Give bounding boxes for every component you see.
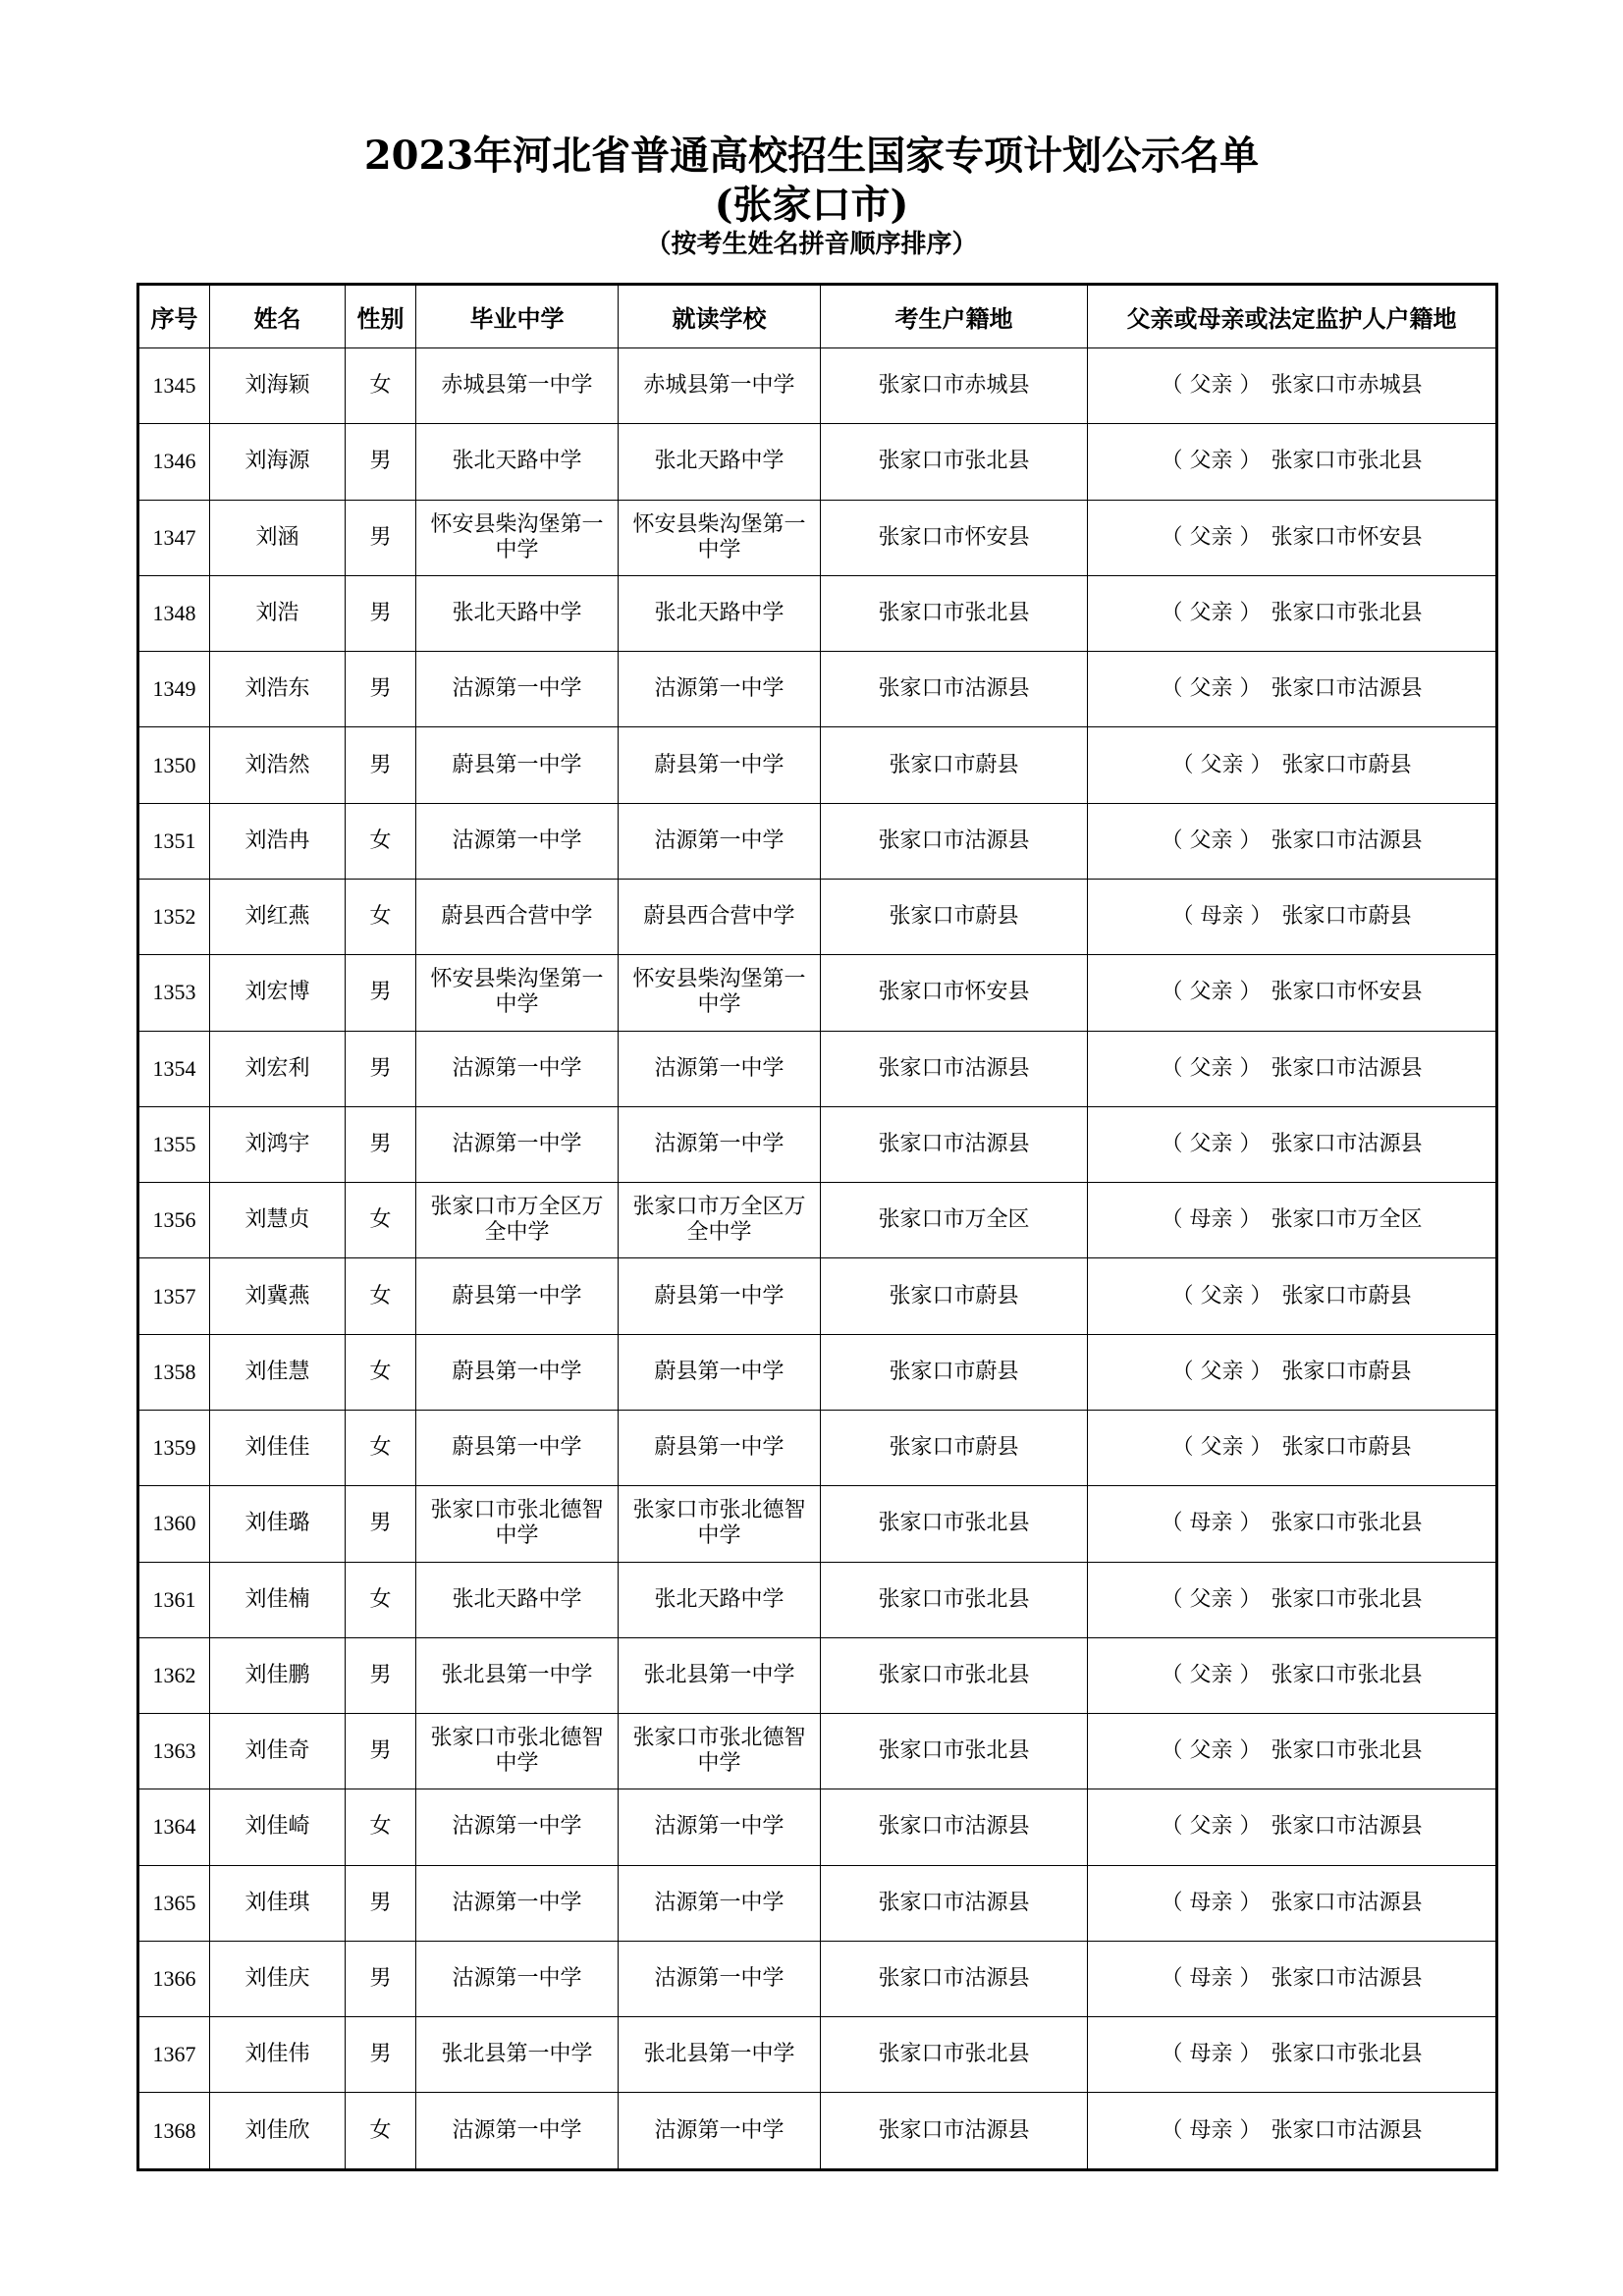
header-grad-school: 毕业中学 xyxy=(416,285,619,348)
cell-current-school: 张家口市万全区万全中学 xyxy=(619,1183,821,1258)
cell-grad-school: 蔚县第一中学 xyxy=(416,1410,619,1485)
cell-grad-school: 赤城县第一中学 xyxy=(416,348,619,424)
cell-gender: 男 xyxy=(346,1637,416,1713)
cell-name: 刘佳奇 xyxy=(210,1714,346,1789)
guardian-hukou: 张家口市万全区 xyxy=(1271,1207,1423,1233)
guardian-relation: （ 母亲 ） xyxy=(1171,904,1272,930)
cell-no: 1351 xyxy=(138,803,210,879)
guardian-relation: （ 母亲 ） xyxy=(1161,1511,1262,1536)
cell-current-school: 沽源第一中学 xyxy=(619,1941,821,2016)
cell-guardian xyxy=(1088,1258,1497,1334)
cell-current-school: 张北天路中学 xyxy=(619,575,821,651)
cell-no: 1364 xyxy=(138,1789,210,1865)
table-row xyxy=(138,424,1497,500)
guardian-hukou: 张家口市张北县 xyxy=(1271,449,1423,474)
cell-hukou: 张家口市蔚县 xyxy=(821,1410,1088,1485)
cell-current-school: 张北天路中学 xyxy=(619,424,821,500)
cell-guardian xyxy=(1088,1941,1497,2016)
cell-current-school: 沽源第一中学 xyxy=(619,803,821,879)
table-row xyxy=(138,1714,1497,1789)
cell-no: 1360 xyxy=(138,1486,210,1562)
cell-gender: 男 xyxy=(346,955,416,1031)
guardian-relation: （ 父亲 ） xyxy=(1161,600,1262,625)
guardian-relation: （ 父亲 ） xyxy=(1161,1738,1262,1764)
cell-hukou: 张家口市蔚县 xyxy=(821,1258,1088,1334)
cell-name: 刘佳楠 xyxy=(210,1562,346,1637)
table-row xyxy=(138,500,1497,575)
cell-no: 1366 xyxy=(138,1941,210,2016)
cell-gender: 男 xyxy=(346,1714,416,1789)
cell-no: 1350 xyxy=(138,727,210,803)
table-row xyxy=(138,348,1497,424)
cell-current-school: 赤城县第一中学 xyxy=(619,348,821,424)
cell-gender: 男 xyxy=(346,727,416,803)
cell-grad-school: 张北县第一中学 xyxy=(416,2017,619,2093)
cell-name: 刘海颖 xyxy=(210,348,346,424)
cell-grad-school: 张北天路中学 xyxy=(416,575,619,651)
cell-guardian xyxy=(1088,652,1497,727)
cell-name: 刘佳鹏 xyxy=(210,1637,346,1713)
cell-guardian xyxy=(1088,1562,1497,1637)
cell-gender: 男 xyxy=(346,652,416,727)
sort-note: （按考生姓名拼音顺序排序） xyxy=(645,230,978,259)
cell-current-school: 张家口市张北德智中学 xyxy=(619,1714,821,1789)
cell-grad-school: 蔚县第一中学 xyxy=(416,727,619,803)
cell-grad-school: 沽源第一中学 xyxy=(416,1789,619,1865)
cell-current-school: 沽源第一中学 xyxy=(619,652,821,727)
guardian-relation: （ 父亲 ） xyxy=(1161,676,1262,702)
cell-gender: 男 xyxy=(346,575,416,651)
cell-gender: 女 xyxy=(346,1789,416,1865)
cell-no: 1354 xyxy=(138,1031,210,1106)
cell-gender: 男 xyxy=(346,1031,416,1106)
document-city: (张家口市) xyxy=(714,182,909,228)
cell-no: 1353 xyxy=(138,955,210,1031)
cell-name: 刘浩然 xyxy=(210,727,346,803)
cell-name: 刘佳璐 xyxy=(210,1486,346,1562)
table-row xyxy=(138,1486,1497,1562)
guardian-hukou: 张家口市沽源县 xyxy=(1271,1966,1423,1992)
guardian-hukou: 张家口市沽源县 xyxy=(1271,1890,1423,1915)
guardian-hukou: 张家口市沽源县 xyxy=(1271,1055,1423,1081)
cell-hukou: 张家口市赤城县 xyxy=(821,348,1088,424)
cell-grad-school: 张北县第一中学 xyxy=(416,1637,619,1713)
guardian-relation: （ 父亲 ） xyxy=(1161,828,1262,853)
cell-hukou: 张家口市沽源县 xyxy=(821,1941,1088,2016)
cell-grad-school: 沽源第一中学 xyxy=(416,1106,619,1182)
cell-hukou: 张家口市沽源县 xyxy=(821,652,1088,727)
cell-guardian xyxy=(1088,1486,1497,1562)
guardian-relation: （ 母亲 ） xyxy=(1161,1207,1262,1233)
table-row xyxy=(138,1410,1497,1485)
cell-current-school: 沽源第一中学 xyxy=(619,2093,821,2170)
cell-no: 1347 xyxy=(138,500,210,575)
cell-current-school: 蔚县第一中学 xyxy=(619,1334,821,1410)
cell-gender: 女 xyxy=(346,1562,416,1637)
cell-name: 刘佳伟 xyxy=(210,2017,346,2093)
cell-hukou: 张家口市张北县 xyxy=(821,575,1088,651)
cell-current-school: 沽源第一中学 xyxy=(619,1865,821,1941)
cell-name: 刘红燕 xyxy=(210,879,346,954)
cell-hukou: 张家口市万全区 xyxy=(821,1183,1088,1258)
cell-gender: 男 xyxy=(346,1486,416,1562)
header-guardian-hukou: 父亲或母亲或法定监护人户籍地 xyxy=(1088,285,1497,348)
table-row xyxy=(138,2017,1497,2093)
cell-hukou: 张家口市张北县 xyxy=(821,1714,1088,1789)
cell-gender: 男 xyxy=(346,500,416,575)
cell-hukou: 张家口市怀安县 xyxy=(821,500,1088,575)
cell-name: 刘佳琪 xyxy=(210,1865,346,1941)
cell-gender: 女 xyxy=(346,1410,416,1485)
guardian-hukou: 张家口市沽源县 xyxy=(1271,828,1423,853)
table-row xyxy=(138,879,1497,954)
guardian-relation: （ 父亲 ） xyxy=(1161,449,1262,474)
header-no: 序号 xyxy=(138,285,210,348)
cell-current-school: 怀安县柴沟堡第一中学 xyxy=(619,500,821,575)
cell-grad-school: 蔚县第一中学 xyxy=(416,1334,619,1410)
cell-guardian xyxy=(1088,575,1497,651)
cell-guardian xyxy=(1088,727,1497,803)
cell-gender: 女 xyxy=(346,879,416,954)
cell-grad-school: 蔚县西合营中学 xyxy=(416,879,619,954)
table-row xyxy=(138,803,1497,879)
cell-grad-school: 沽源第一中学 xyxy=(416,652,619,727)
cell-gender: 女 xyxy=(346,1258,416,1334)
header-current-school: 就读学校 xyxy=(619,285,821,348)
cell-hukou: 张家口市张北县 xyxy=(821,1486,1088,1562)
guardian-hukou: 张家口市沽源县 xyxy=(1271,1814,1423,1840)
cell-hukou: 张家口市沽源县 xyxy=(821,2093,1088,2170)
cell-gender: 男 xyxy=(346,1941,416,2016)
cell-guardian xyxy=(1088,1106,1497,1182)
cell-no: 1365 xyxy=(138,1865,210,1941)
cell-no: 1356 xyxy=(138,1183,210,1258)
table-row xyxy=(138,1637,1497,1713)
cell-guardian xyxy=(1088,1031,1497,1106)
cell-grad-school: 张家口市张北德智中学 xyxy=(416,1714,619,1789)
table-row xyxy=(138,955,1497,1031)
guardian-relation: （ 父亲 ） xyxy=(1161,980,1262,1005)
cell-grad-school: 沽源第一中学 xyxy=(416,1865,619,1941)
cell-name: 刘涵 xyxy=(210,500,346,575)
cell-hukou: 张家口市沽源县 xyxy=(821,1031,1088,1106)
cell-guardian xyxy=(1088,2093,1497,2170)
cell-name: 刘海源 xyxy=(210,424,346,500)
cell-guardian xyxy=(1088,1637,1497,1713)
table-header-row xyxy=(138,285,1497,348)
guardian-relation: （ 父亲 ） xyxy=(1161,1055,1262,1081)
cell-current-school: 蔚县第一中学 xyxy=(619,1410,821,1485)
cell-grad-school: 蔚县第一中学 xyxy=(416,1258,619,1334)
table-row xyxy=(138,1031,1497,1106)
guardian-relation: （ 父亲 ） xyxy=(1171,1435,1272,1461)
cell-no: 1358 xyxy=(138,1334,210,1410)
guardian-relation: （ 父亲 ） xyxy=(1171,752,1272,777)
cell-hukou: 张家口市怀安县 xyxy=(821,955,1088,1031)
table-row xyxy=(138,1106,1497,1182)
cell-current-school: 张北县第一中学 xyxy=(619,1637,821,1713)
cell-no: 1346 xyxy=(138,424,210,500)
cell-guardian xyxy=(1088,803,1497,879)
table-row xyxy=(138,1183,1497,1258)
table-row xyxy=(138,1865,1497,1941)
cell-guardian xyxy=(1088,1410,1497,1485)
cell-name: 刘冀燕 xyxy=(210,1258,346,1334)
cell-name: 刘宏利 xyxy=(210,1031,346,1106)
cell-grad-school: 沽源第一中学 xyxy=(416,2093,619,2170)
cell-hukou: 张家口市张北县 xyxy=(821,424,1088,500)
cell-no: 1361 xyxy=(138,1562,210,1637)
cell-no: 1368 xyxy=(138,2093,210,2170)
cell-guardian xyxy=(1088,424,1497,500)
guardian-relation: （ 父亲 ） xyxy=(1161,1814,1262,1840)
table-row xyxy=(138,1258,1497,1334)
guardian-hukou: 张家口市蔚县 xyxy=(1281,904,1412,930)
cell-grad-school: 怀安县柴沟堡第一中学 xyxy=(416,955,619,1031)
guardian-relation: （ 母亲 ） xyxy=(1161,1890,1262,1915)
cell-gender: 女 xyxy=(346,2093,416,2170)
document-title: 2023年河北省普通高校招生国家专项计划公示名单 xyxy=(363,133,1260,179)
guardian-hukou: 张家口市沽源县 xyxy=(1271,676,1423,702)
guardian-relation: （ 父亲 ） xyxy=(1161,1131,1262,1156)
guardian-relation: （ 母亲 ） xyxy=(1161,2042,1262,2067)
guardian-hukou: 张家口市怀安县 xyxy=(1271,524,1423,550)
cell-name: 刘佳庆 xyxy=(210,1941,346,2016)
cell-hukou: 张家口市张北县 xyxy=(821,2017,1088,2093)
guardian-hukou: 张家口市蔚县 xyxy=(1281,752,1412,777)
cell-grad-school: 怀安县柴沟堡第一中学 xyxy=(416,500,619,575)
cell-no: 1355 xyxy=(138,1106,210,1182)
cell-name: 刘慧贞 xyxy=(210,1183,346,1258)
guardian-hukou: 张家口市沽源县 xyxy=(1271,2117,1423,2143)
cell-gender: 女 xyxy=(346,1183,416,1258)
cell-guardian xyxy=(1088,1789,1497,1865)
guardian-relation: （ 父亲 ） xyxy=(1171,1283,1272,1308)
cell-hukou: 张家口市蔚县 xyxy=(821,727,1088,803)
cell-name: 刘佳欣 xyxy=(210,2093,346,2170)
guardian-hukou: 张家口市蔚县 xyxy=(1281,1283,1412,1308)
cell-guardian xyxy=(1088,2017,1497,2093)
cell-grad-school: 沽源第一中学 xyxy=(416,803,619,879)
cell-name: 刘宏博 xyxy=(210,955,346,1031)
cell-name: 刘鸿宇 xyxy=(210,1106,346,1182)
guardian-hukou: 张家口市张北县 xyxy=(1271,1738,1423,1764)
table-row xyxy=(138,1789,1497,1865)
guardian-relation: （ 父亲 ） xyxy=(1161,524,1262,550)
cell-name: 刘佳佳 xyxy=(210,1410,346,1485)
table-row xyxy=(138,575,1497,651)
table-row xyxy=(138,1334,1497,1410)
guardian-relation: （ 父亲 ） xyxy=(1161,1662,1262,1687)
cell-grad-school: 张家口市万全区万全中学 xyxy=(416,1183,619,1258)
guardian-hukou: 张家口市张北县 xyxy=(1271,2042,1423,2067)
guardian-hukou: 张家口市蔚县 xyxy=(1281,1359,1412,1384)
cell-guardian xyxy=(1088,955,1497,1031)
cell-grad-school: 沽源第一中学 xyxy=(416,1941,619,2016)
cell-no: 1363 xyxy=(138,1714,210,1789)
guardian-relation: （ 母亲 ） xyxy=(1161,1966,1262,1992)
cell-name: 刘浩 xyxy=(210,575,346,651)
cell-no: 1352 xyxy=(138,879,210,954)
cell-name: 刘佳慧 xyxy=(210,1334,346,1410)
cell-no: 1349 xyxy=(138,652,210,727)
cell-guardian xyxy=(1088,500,1497,575)
guardian-hukou: 张家口市张北县 xyxy=(1271,1662,1423,1687)
table-row xyxy=(138,2093,1497,2170)
cell-hukou: 张家口市张北县 xyxy=(821,1562,1088,1637)
guardian-hukou: 张家口市蔚县 xyxy=(1281,1435,1412,1461)
guardian-relation: （ 父亲 ） xyxy=(1171,1359,1272,1384)
guardian-hukou: 张家口市张北县 xyxy=(1271,1511,1423,1536)
cell-hukou: 张家口市沽源县 xyxy=(821,1106,1088,1182)
table-row xyxy=(138,1941,1497,2016)
cell-gender: 男 xyxy=(346,2017,416,2093)
cell-no: 1362 xyxy=(138,1637,210,1713)
cell-gender: 女 xyxy=(346,803,416,879)
cell-name: 刘浩冉 xyxy=(210,803,346,879)
admission-list-table xyxy=(136,283,1498,2171)
cell-hukou: 张家口市沽源县 xyxy=(821,1789,1088,1865)
cell-gender: 女 xyxy=(346,1334,416,1410)
cell-current-school: 张家口市张北德智中学 xyxy=(619,1486,821,1562)
cell-guardian xyxy=(1088,879,1497,954)
guardian-hukou: 张家口市怀安县 xyxy=(1271,980,1423,1005)
header-hukou: 考生户籍地 xyxy=(821,285,1088,348)
cell-hukou: 张家口市张北县 xyxy=(821,1637,1088,1713)
cell-current-school: 沽源第一中学 xyxy=(619,1106,821,1182)
cell-grad-school: 张北天路中学 xyxy=(416,1562,619,1637)
cell-current-school: 蔚县第一中学 xyxy=(619,727,821,803)
cell-hukou: 张家口市沽源县 xyxy=(821,803,1088,879)
cell-gender: 男 xyxy=(346,424,416,500)
cell-gender: 女 xyxy=(346,348,416,424)
cell-name: 刘佳崎 xyxy=(210,1789,346,1865)
cell-no: 1357 xyxy=(138,1258,210,1334)
guardian-relation: （ 父亲 ） xyxy=(1161,1586,1262,1612)
cell-guardian xyxy=(1088,1714,1497,1789)
cell-grad-school: 张家口市张北德智中学 xyxy=(416,1486,619,1562)
cell-name: 刘浩东 xyxy=(210,652,346,727)
guardian-hukou: 张家口市张北县 xyxy=(1271,1586,1423,1612)
header-gender: 性别 xyxy=(346,285,416,348)
cell-current-school: 沽源第一中学 xyxy=(619,1031,821,1106)
table-row xyxy=(138,1562,1497,1637)
cell-grad-school: 沽源第一中学 xyxy=(416,1031,619,1106)
guardian-hukou: 张家口市赤城县 xyxy=(1271,373,1423,399)
table-row xyxy=(138,652,1497,727)
cell-current-school: 张北县第一中学 xyxy=(619,2017,821,2093)
cell-current-school: 张北天路中学 xyxy=(619,1562,821,1637)
cell-guardian xyxy=(1088,348,1497,424)
cell-hukou: 张家口市蔚县 xyxy=(821,879,1088,954)
cell-gender: 男 xyxy=(346,1865,416,1941)
table-body xyxy=(138,348,1497,2170)
guardian-relation: （ 父亲 ） xyxy=(1161,373,1262,399)
cell-no: 1359 xyxy=(138,1410,210,1485)
guardian-relation: （ 母亲 ） xyxy=(1161,2117,1262,2143)
header-name: 姓名 xyxy=(210,285,346,348)
cell-current-school: 怀安县柴沟堡第一中学 xyxy=(619,955,821,1031)
table-row xyxy=(138,727,1497,803)
cell-grad-school: 张北天路中学 xyxy=(416,424,619,500)
cell-current-school: 蔚县西合营中学 xyxy=(619,879,821,954)
cell-current-school: 沽源第一中学 xyxy=(619,1789,821,1865)
cell-guardian xyxy=(1088,1183,1497,1258)
cell-guardian xyxy=(1088,1865,1497,1941)
cell-guardian xyxy=(1088,1334,1497,1410)
cell-no: 1345 xyxy=(138,348,210,424)
cell-no: 1367 xyxy=(138,2017,210,2093)
cell-hukou: 张家口市蔚县 xyxy=(821,1334,1088,1410)
guardian-hukou: 张家口市张北县 xyxy=(1271,600,1423,625)
cell-current-school: 蔚县第一中学 xyxy=(619,1258,821,1334)
cell-no: 1348 xyxy=(138,575,210,651)
guardian-hukou: 张家口市沽源县 xyxy=(1271,1131,1423,1156)
cell-hukou: 张家口市沽源县 xyxy=(821,1865,1088,1941)
cell-gender: 男 xyxy=(346,1106,416,1182)
